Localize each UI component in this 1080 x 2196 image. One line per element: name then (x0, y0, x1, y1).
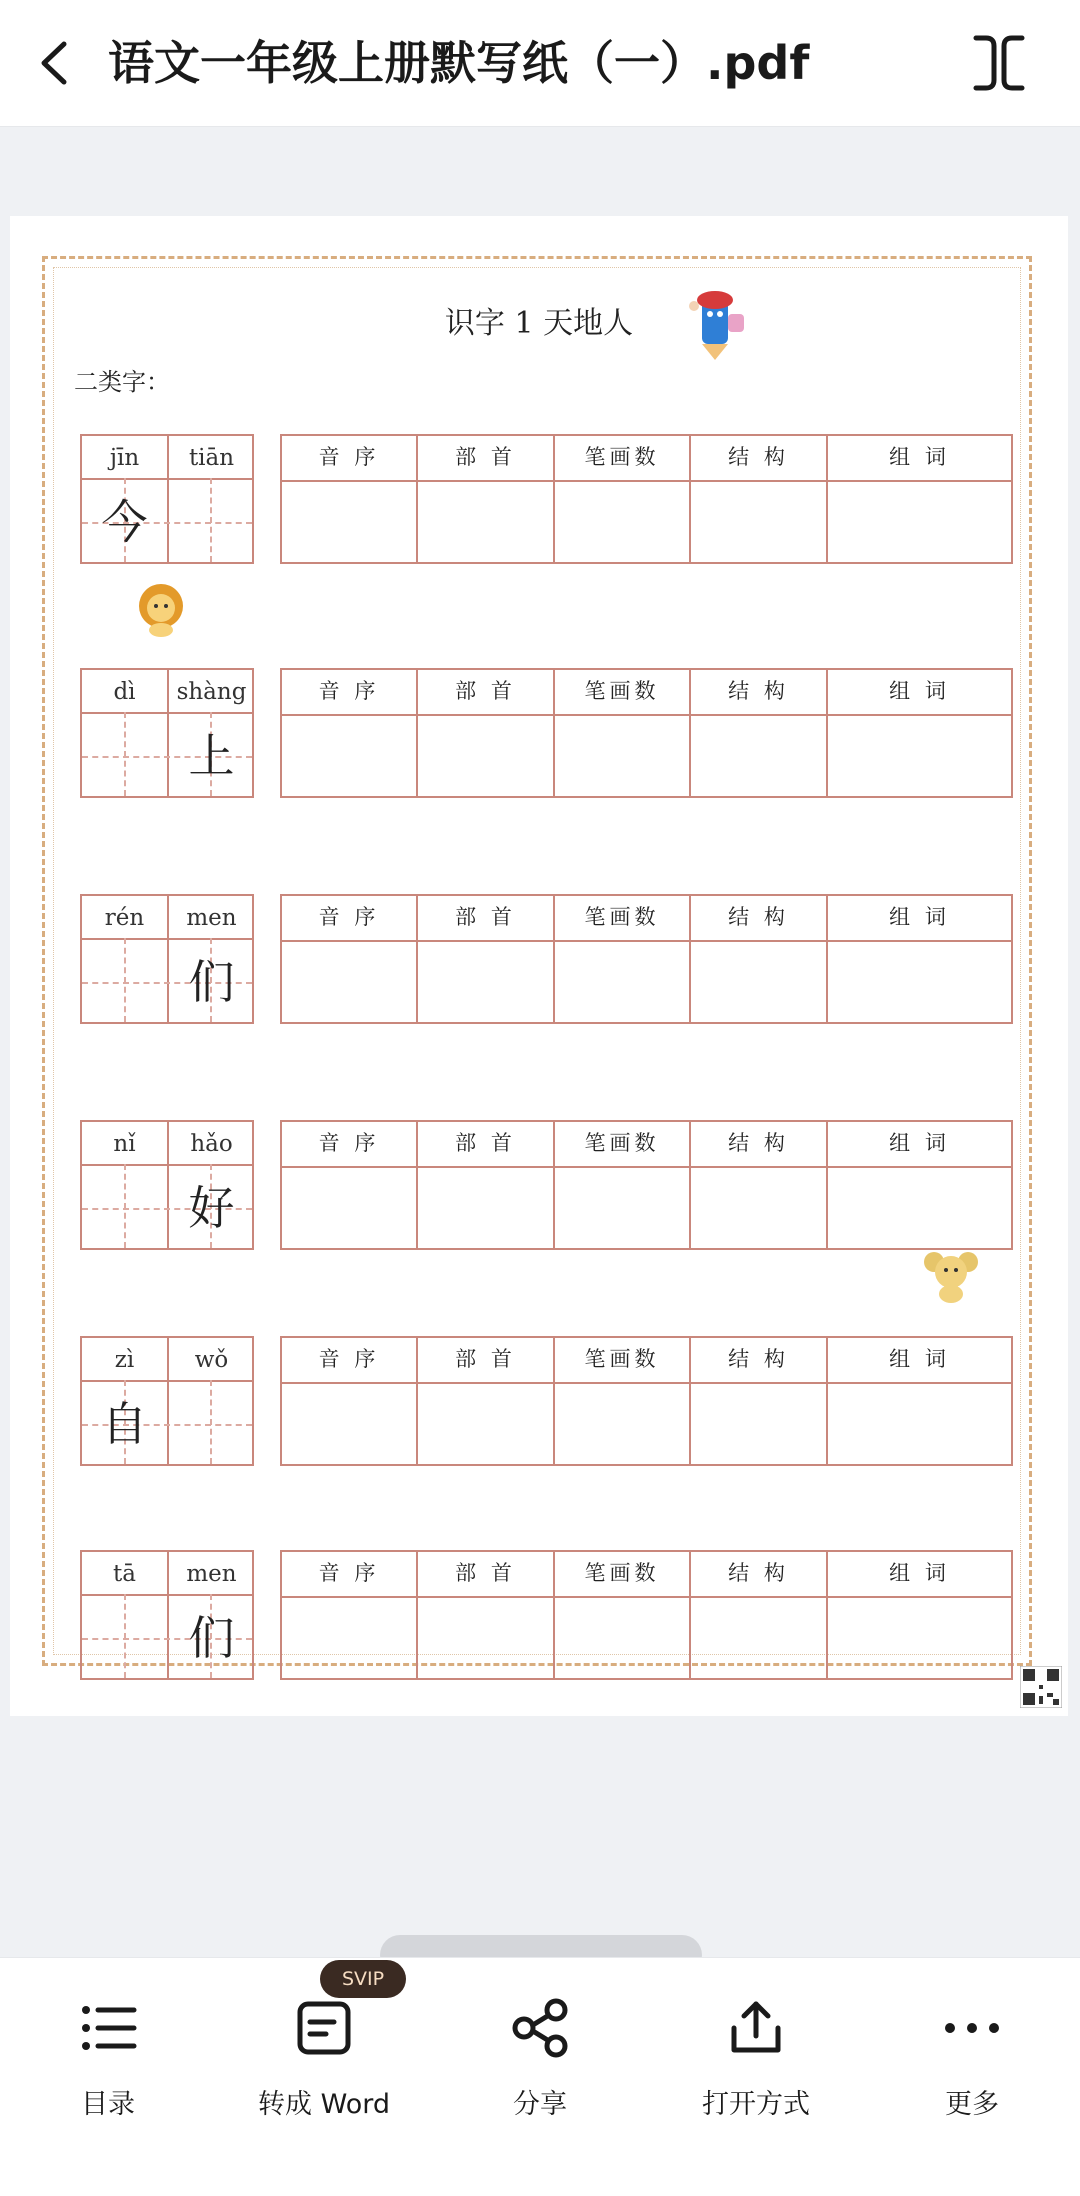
toolbar-convert-word[interactable] (216, 1978, 432, 2118)
info-cell (555, 482, 691, 562)
pinyin-right: tiān (188, 445, 235, 471)
info-header: 部 首 (418, 436, 555, 482)
info-cell (282, 1168, 418, 1248)
info-cell (555, 1168, 691, 1248)
mouse-sticker-icon (922, 1248, 980, 1304)
tianzige-grid (80, 1336, 254, 1466)
toolbar-share[interactable] (432, 1978, 648, 2118)
info-header: 组 词 (828, 670, 1011, 716)
bottom-toolbar (0, 1957, 1080, 2196)
hanzi-right: 上 (188, 729, 235, 783)
info-header: 结 构 (691, 670, 828, 716)
info-header: 部 首 (418, 1122, 555, 1168)
info-header: 音 序 (282, 436, 418, 482)
hanzi-right: 们 (188, 955, 235, 1009)
pinyin-left: dì (113, 679, 136, 705)
tianzige-grid (80, 894, 254, 1024)
info-header: 笔画数 (555, 896, 691, 942)
info-header: 结 构 (691, 436, 828, 482)
info-header: 笔画数 (555, 670, 691, 716)
character-info-table (280, 1120, 1013, 1250)
info-header: 组 词 (828, 436, 1011, 482)
pinyin-left: tā (113, 1561, 136, 1587)
character-row (80, 434, 1030, 564)
svip-badge: SVIP (320, 1960, 406, 1998)
character-info-table (280, 1550, 1013, 1680)
worksheet-title: 识字 1 天地人 (444, 306, 634, 341)
info-cell (282, 942, 418, 1022)
pinyin-left: zì (114, 1347, 135, 1373)
info-header: 音 序 (282, 896, 418, 942)
hanzi-left (82, 940, 167, 1024)
hanzi-left: 自 (101, 1397, 148, 1451)
info-cell (828, 1384, 1011, 1464)
open-with-icon (726, 1998, 786, 2058)
info-header: 音 序 (282, 670, 418, 716)
info-cell (282, 1384, 418, 1464)
info-cell (555, 716, 691, 796)
info-header: 音 序 (282, 1338, 418, 1384)
info-cell (828, 942, 1011, 1022)
info-cell (828, 482, 1011, 562)
tianzige-grid (80, 1550, 254, 1680)
fullscreen-icon (968, 32, 1030, 94)
info-cell (691, 1384, 828, 1464)
character-info-table (280, 434, 1013, 564)
info-cell (418, 716, 555, 796)
info-cell (555, 1598, 691, 1678)
info-cell (691, 1598, 828, 1678)
hanzi-left (82, 1596, 167, 1680)
hanzi-left: 今 (101, 495, 148, 549)
info-header: 笔画数 (555, 1338, 691, 1384)
pinyin-right: shàng (176, 679, 247, 705)
convert-word-icon (294, 1998, 354, 2058)
toolbar-label: 打开方式 (702, 2089, 810, 2120)
info-cell (418, 1168, 555, 1248)
tianzige-grid (80, 434, 254, 564)
info-cell (282, 716, 418, 796)
pinyin-left: jīn (109, 445, 140, 471)
toolbar-label: 分享 (513, 2089, 567, 2120)
info-cell (828, 1168, 1011, 1248)
hanzi-left (82, 1166, 167, 1250)
chevron-left-icon (30, 30, 84, 96)
toolbar-label: 转成 Word (258, 2089, 390, 2120)
info-header: 组 词 (828, 1552, 1011, 1598)
fullscreen-button[interactable] (968, 32, 1030, 94)
hanzi-right: 好 (188, 1181, 235, 1235)
info-cell (691, 716, 828, 796)
toolbar-label: 目录 (81, 2089, 135, 2120)
character-row (80, 1120, 1030, 1250)
info-cell (282, 1598, 418, 1678)
info-cell (555, 942, 691, 1022)
pinyin-right: men (186, 1561, 237, 1587)
info-cell (691, 942, 828, 1022)
character-info-table (280, 894, 1013, 1024)
info-cell (418, 1598, 555, 1678)
info-cell (418, 482, 555, 562)
pencil-mascot-icon (678, 284, 758, 364)
info-cell (555, 1384, 691, 1464)
info-header: 音 序 (282, 1122, 418, 1168)
info-header: 部 首 (418, 1338, 555, 1384)
info-cell (691, 1168, 828, 1248)
back-button[interactable] (30, 30, 84, 96)
character-row (80, 1336, 1030, 1466)
info-header: 组 词 (828, 896, 1011, 942)
lion-sticker-icon (136, 582, 186, 638)
character-row (80, 894, 1030, 1024)
worksheet-subtitle: 二类字： (74, 368, 170, 396)
info-header: 结 构 (691, 1122, 828, 1168)
tianzige-grid (80, 668, 254, 798)
hanzi-right (169, 480, 254, 564)
top-bar (0, 0, 1080, 127)
pinyin-left: rén (104, 905, 145, 931)
info-header: 组 词 (828, 1122, 1011, 1168)
info-header: 笔画数 (555, 436, 691, 482)
info-header: 组 词 (828, 1338, 1011, 1384)
info-header: 结 构 (691, 896, 828, 942)
info-header: 结 构 (691, 1338, 828, 1384)
character-row (80, 668, 1030, 798)
info-header: 部 首 (418, 896, 555, 942)
more-icon (942, 1998, 1002, 2058)
toolbar-open-with[interactable] (648, 1978, 864, 2118)
hanzi-left (82, 714, 167, 798)
hanzi-right (169, 1382, 254, 1466)
pinyin-left: nǐ (113, 1131, 136, 1157)
share-icon (510, 1998, 570, 2058)
character-row (80, 1550, 1030, 1680)
info-cell (828, 716, 1011, 796)
pinyin-right: men (186, 905, 237, 931)
hanzi-right: 们 (188, 1611, 235, 1665)
info-cell (418, 942, 555, 1022)
pinyin-right: hǎo (190, 1131, 233, 1157)
info-header: 结 构 (691, 1552, 828, 1598)
info-cell (282, 482, 418, 562)
info-header: 部 首 (418, 1552, 555, 1598)
list-icon (78, 1998, 138, 2058)
info-header: 部 首 (418, 670, 555, 716)
pinyin-right: wǒ (194, 1347, 229, 1373)
info-header: 笔画数 (555, 1552, 691, 1598)
info-cell (418, 1384, 555, 1464)
document-title: 语文一年级上册默写纸（一）.pdf (108, 36, 810, 90)
character-info-table (280, 1336, 1013, 1466)
info-header: 笔画数 (555, 1122, 691, 1168)
tianzige-grid (80, 1120, 254, 1250)
toolbar-table-of-contents[interactable] (0, 1978, 216, 2118)
info-cell (828, 1598, 1011, 1678)
toolbar-label: 更多 (945, 2089, 999, 2120)
character-info-table (280, 668, 1013, 798)
toolbar-more[interactable] (864, 1978, 1080, 2118)
info-cell (691, 482, 828, 562)
pdf-page[interactable] (10, 216, 1068, 1716)
info-header: 音 序 (282, 1552, 418, 1598)
